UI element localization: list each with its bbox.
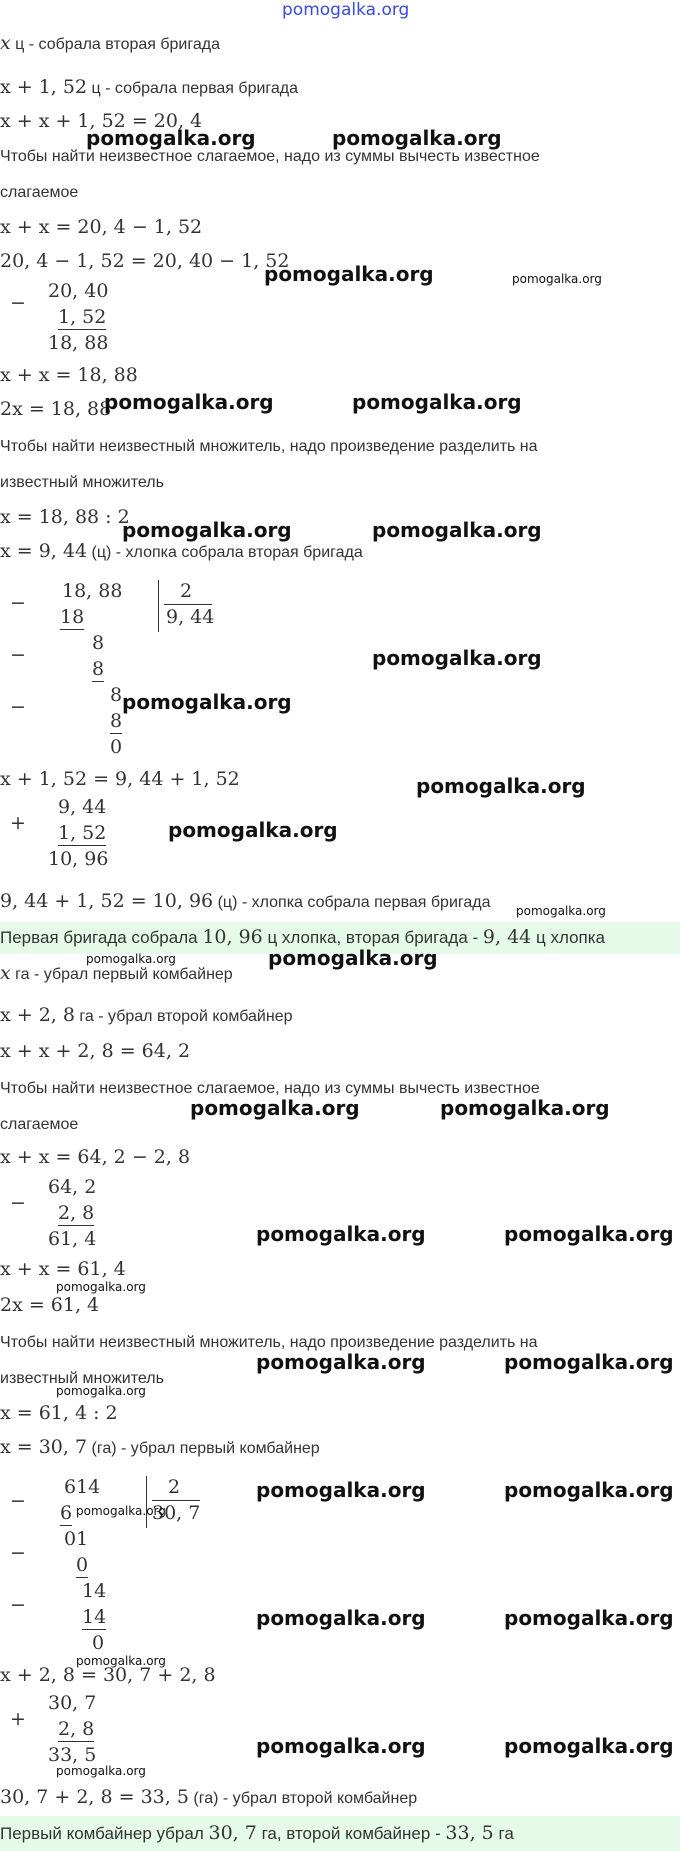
watermark: pomogalka.org <box>416 774 586 798</box>
watermark: pomogalka.org <box>264 262 434 286</box>
p2-equation-2: x + x = 64, 2 − 2, 8 <box>0 1146 191 1168</box>
watermark-small: pomogalka.org <box>56 1764 146 1778</box>
watermark: pomogalka.org <box>504 1606 674 1630</box>
line-text: (ц) - хлопка собрала вторая бригада <box>87 544 363 561</box>
line-text: (га) - убрал второй комбайнер <box>188 1790 418 1807</box>
division-bar <box>146 1476 147 1528</box>
p2-line-2 <box>0 1004 293 1026</box>
add2-a: 30, 7 <box>48 1692 97 1714</box>
rule-text-1: Чтобы найти неизвестное слагаемое, надо из суммы вычесть известное <box>0 148 540 165</box>
watermark: pomogalka.org <box>372 646 542 670</box>
answer-text: ц хлопка, вторая бригада - <box>262 928 483 947</box>
watermark-small: pomogalka.org <box>512 272 602 286</box>
site-logo: pomogalka.org <box>282 0 410 20</box>
watermark: pomogalka.org <box>256 1606 426 1630</box>
sub1-subtrahend: 1, 52 <box>58 306 107 328</box>
watermark: pomogalka.org <box>104 390 274 414</box>
line-text: ц - собрала вторая бригада <box>10 36 220 53</box>
minus-sign: − <box>10 292 26 314</box>
sub2-minuend: 64, 2 <box>48 1176 97 1198</box>
div2-rem3: 0 <box>92 1632 105 1654</box>
watermark: pomogalka.org <box>504 1350 674 1374</box>
line-2 <box>0 76 298 98</box>
answer-text: Первая бригада собрала <box>0 928 203 947</box>
math-expr: 9, 44 + 1, 52 = 10, 96 <box>0 890 214 912</box>
p2-equation-5: x = 61, 4 : 2 <box>0 1402 118 1424</box>
equation-2: x + x = 20, 4 − 1, 52 <box>0 216 203 238</box>
p2-equation-7: x + 2, 8 = 30, 7 + 2, 8 <box>0 1664 216 1686</box>
division-line <box>152 1500 200 1501</box>
line-text: (ц) - хлопка собрала первая бригада <box>213 894 491 911</box>
answer-1 <box>0 926 605 948</box>
watermark-small: pomogalka.org <box>86 952 176 966</box>
division-bar <box>158 580 159 632</box>
watermark: pomogalka.org <box>440 1096 610 1120</box>
add1-result: 10, 96 <box>48 848 109 870</box>
watermark: pomogalka.org <box>190 1096 360 1120</box>
watermark: pomogalka.org <box>504 1222 674 1246</box>
math-expr: x + 1, 52 <box>0 76 88 98</box>
minus-sign: − <box>10 644 26 666</box>
minus-sign: − <box>10 1192 26 1214</box>
answer-value: 33, 5 <box>445 1822 494 1844</box>
minus-sign: − <box>10 696 26 718</box>
line-text: ц - собрала первая бригада <box>87 80 299 97</box>
equation-4: x + x = 18, 88 <box>0 364 138 386</box>
p2-equation-6 <box>0 1436 320 1458</box>
watermark: pomogalka.org <box>352 390 522 414</box>
answer-text: га, второй комбайнер - <box>256 1824 446 1843</box>
div2-rem1: 01 <box>64 1528 89 1550</box>
p2-equation-4: 2x = 61, 4 <box>0 1294 100 1316</box>
minus-sign: − <box>10 1490 26 1512</box>
rule-text-2b: известный множитель <box>0 474 164 491</box>
rule-text-1b: слагаемое <box>0 184 79 201</box>
answer-value: 30, 7 <box>208 1822 257 1844</box>
watermark: pomogalka.org <box>268 946 438 970</box>
equation-3: 20, 4 − 1, 52 = 20, 40 − 1, 52 <box>0 250 290 272</box>
sub1-result: 18, 88 <box>48 332 109 354</box>
sub2-subtrahend: 2, 8 <box>58 1202 95 1224</box>
div2-quotient: 30, 7 <box>152 1502 201 1524</box>
plus-sign: + <box>10 1708 26 1730</box>
equation-1: x + x + 1, 52 = 20, 4 <box>0 110 203 132</box>
math-expr: 30, 7 + 2, 8 = 33, 5 <box>0 1786 189 1808</box>
watermark: pomogalka.org <box>168 818 338 842</box>
div1-rem3: 0 <box>110 736 123 758</box>
add2-result: 33, 5 <box>48 1744 97 1766</box>
div1-step2: 8 <box>92 658 105 680</box>
add2-b: 2, 8 <box>58 1718 95 1740</box>
watermark: pomogalka.org <box>504 1478 674 1502</box>
equation-5: 2x = 18, 88 <box>0 398 112 420</box>
plus-sign: + <box>10 812 26 834</box>
p2-rule-text-2: Чтобы найти неизвестный множитель, надо произведение разделить на <box>0 1334 538 1351</box>
p2-rule-text-1b: слагаемое <box>0 1116 79 1133</box>
div1-dividend: 18, 88 <box>62 580 123 602</box>
line-text: га - убрал первый комбайнер <box>10 966 233 983</box>
watermark-small: pomogalka.org <box>56 1280 146 1294</box>
answer-text: га <box>493 1824 514 1843</box>
watermark: pomogalka.org <box>504 1734 674 1758</box>
div2-step2: 0 <box>76 1554 89 1576</box>
answer-text: ц хлопка <box>531 928 606 947</box>
div2-divisor: 2 <box>168 1476 181 1498</box>
watermark-small: pomogalka.org <box>76 1504 166 1518</box>
p2-equation-1: x + x + 2, 8 = 64, 2 <box>0 1040 191 1062</box>
add1-a: 9, 44 <box>58 796 107 818</box>
p2-rule-text-1: Чтобы найти неизвестное слагаемое, надо из суммы вычесть известное <box>0 1080 540 1097</box>
line-1 <box>0 32 220 54</box>
math-expr: x = 9, 44 <box>0 540 88 562</box>
math-expr: x + 2, 8 <box>0 1004 75 1026</box>
p2-equation-8 <box>0 1786 417 1808</box>
div2-step3: 14 <box>82 1606 107 1628</box>
div1-quotient: 9, 44 <box>166 606 215 628</box>
sub1-minuend: 20, 40 <box>48 280 109 302</box>
minus-sign: − <box>10 592 26 614</box>
answer-2 <box>0 1822 514 1844</box>
div1-divisor: 2 <box>180 580 193 602</box>
div2-step1: 6 <box>60 1502 73 1524</box>
watermark: pomogalka.org <box>256 1734 426 1758</box>
watermark: pomogalka.org <box>122 518 292 542</box>
watermark: pomogalka.org <box>256 1478 426 1502</box>
div1-step1: 18 <box>60 606 85 628</box>
watermark: pomogalka.org <box>86 126 256 150</box>
watermark: pomogalka.org <box>256 1350 426 1374</box>
answer-text: Первый комбайнер убрал <box>0 1824 209 1843</box>
equation-9 <box>0 890 491 912</box>
rule-text-2: Чтобы найти неизвестный множитель, надо произведение разделить на <box>0 438 538 455</box>
watermark: pomogalka.org <box>332 126 502 150</box>
add1-b: 1, 52 <box>58 822 107 844</box>
watermark: pomogalka.org <box>256 1222 426 1246</box>
answer-value: 9, 44 <box>482 926 532 948</box>
equation-6: x = 18, 88 : 2 <box>0 506 130 528</box>
sub2-result: 61, 4 <box>48 1228 97 1250</box>
division-line <box>164 604 212 605</box>
equation-7 <box>0 540 363 562</box>
line-text: (га) - убрал первый комбайнер <box>87 1440 320 1457</box>
p2-rule-text-2b: известный множитель <box>0 1370 164 1387</box>
div1-step3: 8 <box>110 710 123 732</box>
p2-equation-3: x + x = 61, 4 <box>0 1258 126 1280</box>
watermark-small: pomogalka.org <box>516 904 606 918</box>
div2-dividend: 614 <box>64 1476 101 1498</box>
equation-8: x + 1, 52 = 9, 44 + 1, 52 <box>0 768 240 790</box>
watermark-small: pomogalka.org <box>76 1654 166 1668</box>
div1-rem2: 8 <box>110 684 123 706</box>
watermark-small: pomogalka.org <box>56 1384 146 1398</box>
math-expr: x = 30, 7 <box>0 1436 88 1458</box>
answer-value: 10, 96 <box>202 926 263 948</box>
math-var: x <box>0 32 11 54</box>
minus-sign: − <box>10 1542 26 1564</box>
div2-rem2: 14 <box>82 1580 107 1602</box>
watermark: pomogalka.org <box>122 690 292 714</box>
line-text: га - убрал второй комбайнер <box>74 1008 293 1025</box>
div1-rem1: 8 <box>92 632 105 654</box>
watermark: pomogalka.org <box>372 518 542 542</box>
math-var: x <box>0 962 11 984</box>
minus-sign: − <box>10 1594 26 1616</box>
